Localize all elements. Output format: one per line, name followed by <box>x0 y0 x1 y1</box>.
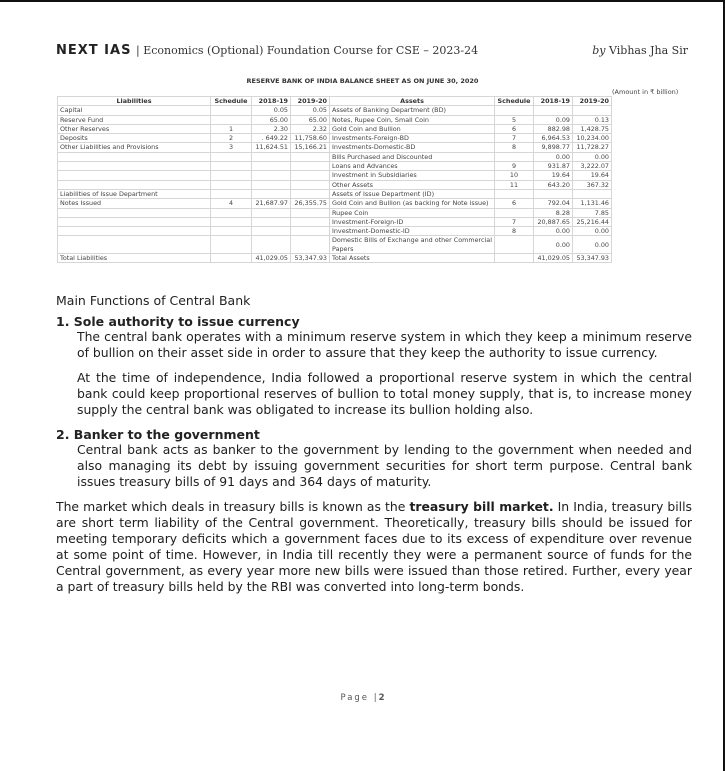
schedule-cell: 3 <box>211 143 252 152</box>
asset-value-2019-20-cell <box>573 189 612 198</box>
value-2019-20-cell <box>291 162 330 171</box>
value-2018-19-cell: 0.05 <box>252 106 291 115</box>
liability-cell: Deposits <box>58 134 211 143</box>
table-row <box>58 254 612 263</box>
liability-cell <box>58 171 211 180</box>
table-row <box>58 134 612 143</box>
asset-schedule-cell <box>495 106 534 115</box>
header-separator: | <box>136 44 140 57</box>
asset-value-2018-19-cell: 792.04 <box>534 199 573 208</box>
asset-cell: Gold Coin and Bullion (as backing for Note issue) <box>330 199 495 208</box>
asset-value-2018-19-cell: 0.00 <box>534 227 573 236</box>
value-2018-19-cell: 65.00 <box>252 115 291 124</box>
asset-value-2018-19-cell: 6,964.53 <box>534 134 573 143</box>
table-row <box>58 152 612 161</box>
balance-sheet-title: RESERVE BANK OF INDIA BALANCE SHEET AS ON JUNE 30, 2020 <box>246 77 479 85</box>
table-row <box>58 180 612 189</box>
asset-schedule-cell: 6 <box>495 124 534 133</box>
liability-cell: Total Liabilities <box>58 254 211 263</box>
schedule-cell <box>211 152 252 161</box>
brand-logo: NEXT IAS <box>56 43 132 58</box>
value-2018-19-cell <box>252 162 291 171</box>
asset-value-2018-19-cell <box>534 189 573 198</box>
value-2019-20-cell <box>291 236 330 254</box>
value-2019-20-cell <box>291 152 330 161</box>
asset-schedule-cell <box>495 189 534 198</box>
liability-cell: Notes Issued <box>58 199 211 208</box>
asset-value-2018-19-cell: 19.64 <box>534 171 573 180</box>
value-2019-20-cell <box>291 180 330 189</box>
asset-value-2018-19-cell: 0.09 <box>534 115 573 124</box>
liability-cell <box>58 162 211 171</box>
liability-cell: Other Liabilities and Provisions <box>58 143 211 152</box>
value-2018-19-cell: 2.30 <box>252 124 291 133</box>
course-name: Economics (Optional) Foundation Course for CSE – 2023-24 <box>143 44 479 57</box>
value-2019-20-cell: 2.32 <box>291 124 330 133</box>
schedule-cell <box>211 162 252 171</box>
value-2018-19-cell: 11,624.51 <box>252 143 291 152</box>
schedule-cell <box>211 254 252 263</box>
schedule-cell: 1 <box>211 124 252 133</box>
asset-schedule-cell: 8 <box>495 227 534 236</box>
schedule-cell <box>211 217 252 226</box>
asset-value-2019-20-cell: 19.64 <box>573 171 612 180</box>
asset-schedule-cell: 6 <box>495 199 534 208</box>
asset-schedule-cell: 8 <box>495 143 534 152</box>
table-row <box>58 189 612 198</box>
asset-schedule-cell: 9 <box>495 162 534 171</box>
author <box>592 44 688 57</box>
amount-unit-note: (Amount in ₹ billion) <box>612 88 679 96</box>
asset-cell: Investments-Domestic-BD <box>330 143 495 152</box>
asset-schedule-cell: 5 <box>495 115 534 124</box>
col-asset-2019-20: 2019-20 <box>573 97 612 106</box>
table-row <box>58 217 612 226</box>
value-2019-20-cell: 11,758.60 <box>291 134 330 143</box>
liability-cell: Capital <box>58 106 211 115</box>
table-row <box>58 115 612 124</box>
value-2019-20-cell: 15,166.21 <box>291 143 330 152</box>
value-2019-20-cell: 65.00 <box>291 115 330 124</box>
asset-value-2019-20-cell: 0.00 <box>573 152 612 161</box>
asset-value-2019-20-cell: 1,428.75 <box>573 124 612 133</box>
asset-cell: Loans and Advances <box>330 162 495 171</box>
value-2019-20-cell: 0.05 <box>291 106 330 115</box>
table-row <box>58 124 612 133</box>
asset-cell: Investments-Foreign-BD <box>330 134 495 143</box>
asset-value-2019-20-cell: 367.32 <box>573 180 612 189</box>
col-liabilities: Liabilities <box>58 97 211 106</box>
asset-value-2019-20-cell <box>573 106 612 115</box>
value-2019-20-cell <box>291 189 330 198</box>
asset-schedule-cell: 7 <box>495 134 534 143</box>
asset-value-2018-19-cell: 0.00 <box>534 152 573 161</box>
liability-cell <box>58 217 211 226</box>
value-2018-19-cell <box>252 236 291 254</box>
value-2018-19-cell: . 649.22 <box>252 134 291 143</box>
value-2019-20-cell <box>291 208 330 217</box>
liability-cell <box>58 208 211 217</box>
table-row <box>58 236 612 254</box>
liability-cell <box>58 236 211 254</box>
asset-value-2018-19-cell: 931.87 <box>534 162 573 171</box>
value-2019-20-cell <box>291 227 330 236</box>
asset-value-2018-19-cell: 8.28 <box>534 208 573 217</box>
page-number <box>0 693 725 703</box>
author-prefix: by <box>592 44 606 57</box>
asset-schedule-cell: 11 <box>495 180 534 189</box>
schedule-cell <box>211 208 252 217</box>
author-name: Vibhas Jha Sir <box>609 44 688 57</box>
closing-text-end: In India, treasury bills are short term liability of the Central government. Theoretically, treasury bills should be issued for meeting temporary deficits which a government faces due to its excess of expenditure over revenue at some point of time. However, in India till recently they were a permanent source of funds for the Central government, as every year more new bills were issued than those retired. Further, every year a part of treasury bills held by the RBI was converted into long-term bonds. <box>56 499 693 594</box>
liability-cell: Reserve Fund <box>58 115 211 124</box>
page-label: Page <box>340 693 370 703</box>
schedule-cell <box>211 115 252 124</box>
treasury-bill-market-term: treasury bill market. <box>409 499 554 514</box>
balance-sheet-table <box>57 96 612 263</box>
value-2019-20-cell <box>291 171 330 180</box>
schedule-cell <box>211 180 252 189</box>
asset-cell: Notes, Rupee Coin, Small Coin <box>330 115 495 124</box>
asset-value-2018-19-cell: 9,898.77 <box>534 143 573 152</box>
asset-cell: Investment-Foreign-ID <box>330 217 495 226</box>
asset-cell: Assets of Banking Department (BD) <box>330 106 495 115</box>
col-2018-19: 2018-19 <box>252 97 291 106</box>
value-2018-19-cell: 41,029.05 <box>252 254 291 263</box>
schedule-cell <box>211 189 252 198</box>
asset-value-2019-20-cell: 25,216.44 <box>573 217 612 226</box>
schedule-cell <box>211 236 252 254</box>
asset-value-2018-19-cell: 882.98 <box>534 124 573 133</box>
value-2018-19-cell <box>252 189 291 198</box>
table-header-row <box>58 97 612 106</box>
asset-value-2018-19-cell: 41,029.05 <box>534 254 573 263</box>
value-2019-20-cell: 53,347.93 <box>291 254 330 263</box>
function-2-title: 2. Banker to the government <box>56 427 260 442</box>
function-1-title: 1. Sole authority to issue currency <box>56 314 300 329</box>
table-row <box>58 162 612 171</box>
asset-schedule-cell: 7 <box>495 217 534 226</box>
function-2-para-1: Central bank acts as banker to the government by lending to the government when needed and also managing its debt by issuing government securities for short term purpose. Central bank issues treasury bills of 91 days and 364 days of maturity. <box>77 442 692 489</box>
col-asset-2018-19: 2018-19 <box>534 97 573 106</box>
asset-value-2018-19-cell: 643.20 <box>534 180 573 189</box>
treasury-bill-paragraph <box>56 499 692 595</box>
liability-cell: Liabilities of Issue Department <box>58 189 211 198</box>
value-2018-19-cell: 21,687.97 <box>252 199 291 208</box>
asset-value-2018-19-cell: 0.00 <box>534 236 573 254</box>
liability-cell: Other Reserves <box>58 124 211 133</box>
function-1-para-2: At the time of independence, India followed a proportional reserve system in which the central bank could keep proportional reserves of bullion to total money supply, that is, to increase money supply the central bank was obligated to increase its bullion holding also. <box>77 370 692 417</box>
main-content <box>56 293 692 595</box>
function-1-para-1: The central bank operates with a minimum reserve system in which they keep a minimum reserve of bullion on their asset side in order to assure that they keep the authority to issue currency. <box>77 329 692 360</box>
liability-cell <box>58 180 211 189</box>
table-row <box>58 208 612 217</box>
course-title <box>136 44 478 57</box>
liability-cell <box>58 152 211 161</box>
value-2018-19-cell <box>252 217 291 226</box>
asset-cell: Investment-Domestic-ID <box>330 227 495 236</box>
liability-cell <box>58 227 211 236</box>
asset-cell: Assets of Issue Department (ID) <box>330 189 495 198</box>
asset-value-2019-20-cell: 3,222.07 <box>573 162 612 171</box>
asset-value-2019-20-cell: 0.13 <box>573 115 612 124</box>
value-2019-20-cell: 26,355.75 <box>291 199 330 208</box>
col-schedule: Schedule <box>211 97 252 106</box>
schedule-cell <box>211 106 252 115</box>
asset-schedule-cell <box>495 208 534 217</box>
asset-cell: Domestic Bills of Exchange and other Commercial Papers <box>330 236 495 254</box>
asset-cell: Rupee Coin <box>330 208 495 217</box>
asset-value-2019-20-cell: 1,131.46 <box>573 199 612 208</box>
schedule-cell <box>211 171 252 180</box>
asset-cell: Investment in Subsidiaries <box>330 171 495 180</box>
value-2018-19-cell <box>252 180 291 189</box>
asset-cell: Bills Purchased and Discounted <box>330 152 495 161</box>
page-number-value: 2 <box>378 693 385 703</box>
asset-value-2019-20-cell: 0.00 <box>573 236 612 254</box>
value-2018-19-cell <box>252 152 291 161</box>
table-row <box>58 227 612 236</box>
value-2018-19-cell <box>252 171 291 180</box>
asset-cell: Other Assets <box>330 180 495 189</box>
asset-value-2019-20-cell: 10,234.00 <box>573 134 612 143</box>
page-header <box>56 43 688 63</box>
asset-cell: Gold Coin and Bullion <box>330 124 495 133</box>
col-asset-schedule: Schedule <box>495 97 534 106</box>
section-heading: Main Functions of Central Bank <box>56 293 251 308</box>
asset-cell: Total Assets <box>330 254 495 263</box>
schedule-cell: 4 <box>211 199 252 208</box>
asset-value-2019-20-cell: 0.00 <box>573 227 612 236</box>
asset-value-2018-19-cell: 20,887.65 <box>534 217 573 226</box>
asset-schedule-cell <box>495 152 534 161</box>
value-2018-19-cell <box>252 227 291 236</box>
closing-text-start: The market which deals in treasury bills is known as the <box>56 499 410 514</box>
table-row <box>58 199 612 208</box>
asset-schedule-cell: 10 <box>495 171 534 180</box>
frame-border-top <box>0 0 725 2</box>
value-2019-20-cell <box>291 217 330 226</box>
asset-schedule-cell <box>495 254 534 263</box>
page-separator: | <box>373 693 379 703</box>
schedule-cell: 2 <box>211 134 252 143</box>
col-2019-20: 2019-20 <box>291 97 330 106</box>
value-2018-19-cell <box>252 208 291 217</box>
table-body <box>58 106 612 263</box>
schedule-cell <box>211 227 252 236</box>
table-row <box>58 171 612 180</box>
table-row <box>58 106 612 115</box>
asset-value-2019-20-cell: 11,728.27 <box>573 143 612 152</box>
asset-value-2019-20-cell: 7.85 <box>573 208 612 217</box>
asset-value-2018-19-cell <box>534 106 573 115</box>
col-assets: Assets <box>330 97 495 106</box>
table-row <box>58 143 612 152</box>
asset-schedule-cell <box>495 236 534 254</box>
asset-value-2019-20-cell: 53,347.93 <box>573 254 612 263</box>
